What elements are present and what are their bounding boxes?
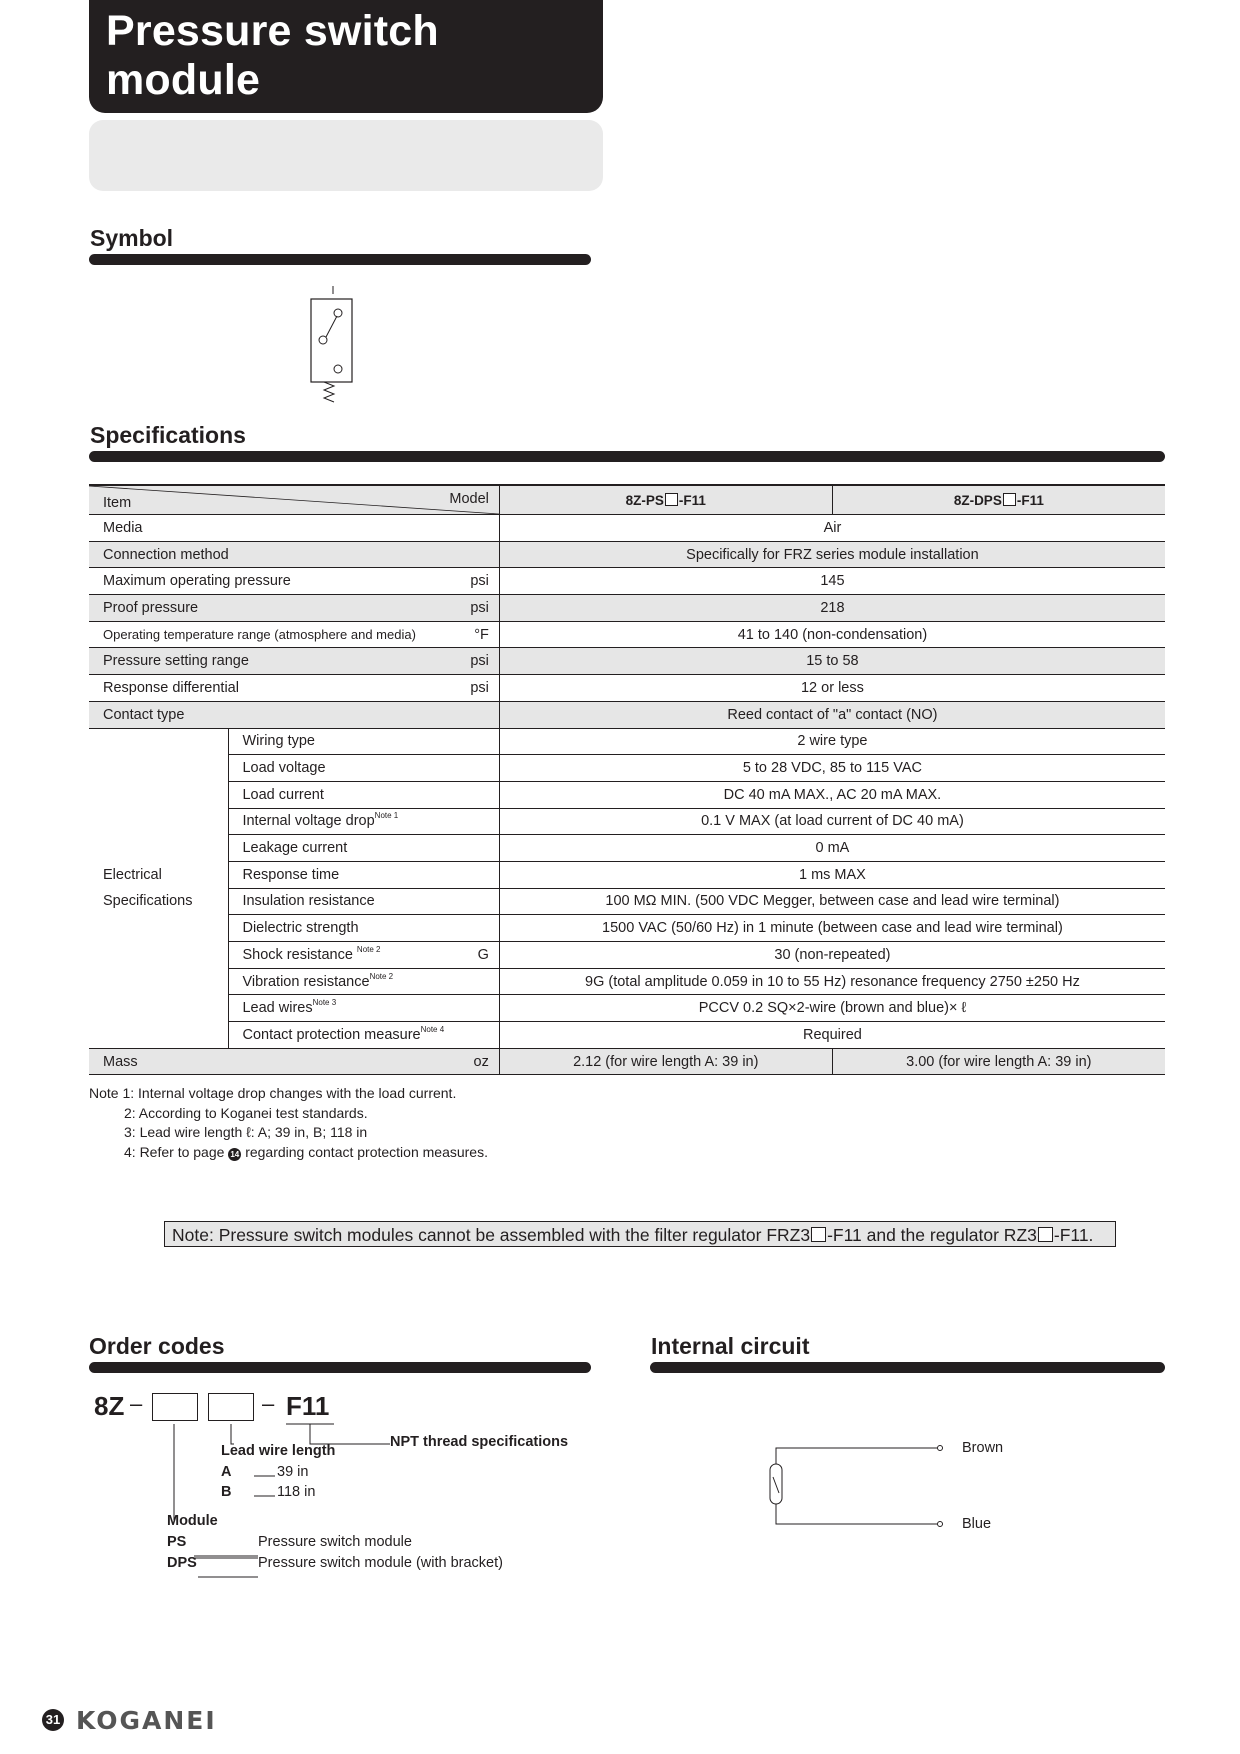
row-value: 30 (non-repeated) [499,942,1165,969]
row-value: 1500 VAC (50/60 Hz) in 1 minute (between case and lead wire terminal) [499,915,1165,942]
row-unit [459,781,499,808]
row-unit [459,835,499,862]
row-label: Wiring type [229,728,459,755]
module-option-code: PS [167,1534,187,1550]
row-value: PCCV 0.2 SQ×2-wire (brown and blue)× ℓ [499,995,1165,1022]
symbol-heading: Symbol [90,225,174,251]
row-unit: psi [459,595,499,622]
wire-blue-label: Blue [962,1516,992,1532]
row-label: Contact protection measure$^{Note 4}$ [229,1022,459,1049]
row-value: 218 [499,595,1165,622]
row-value: DC 40 mA MAX., AC 20 mA MAX. [499,781,1165,808]
module-option-code: DPS [167,1555,197,1571]
wire-brown-label: Brown [962,1440,1004,1456]
row-value: 41 to 140 (non-condensation) [499,621,1165,648]
order-code-prefix: 8Z [94,1391,125,1421]
row-value-b: 3.00 (for wire length A: 39 in) [832,1048,1165,1075]
table-row [89,568,1165,595]
row-label: Load current [229,781,459,808]
table-row [89,888,1165,915]
row-unit [459,1022,499,1049]
model-header-label: Model [449,491,489,507]
table-row [89,541,1165,568]
code-placeholder-square [1038,1227,1053,1242]
internal-circuit-heading-bar [650,1362,1165,1373]
table-row [89,781,1165,808]
footnote-ref: Note 2 [356,944,381,954]
table-header-row [89,485,1165,515]
row-value: Specifically for FRZ series module installation [499,541,1165,568]
table-row [89,595,1165,622]
footnote: Note 1: Internal voltage drop changes with the load current. [89,1085,457,1101]
footnote: 3: Lead wire length ℓ: A; 39 in, B; 118 in [124,1124,368,1140]
footnote-ref: Note 4 [420,1024,445,1034]
row-unit [459,995,499,1022]
code-placeholder-square [665,493,678,506]
table-row [89,728,1165,755]
row-unit [459,728,499,755]
lead-option-code: A [221,1464,232,1480]
row-label: Internal voltage drop$^{Note 1}$ [229,808,459,835]
row-unit: psi [459,648,499,675]
row-unit: psi [459,568,499,595]
row-value: Reed contact of "a" contact (NO) [499,701,1165,728]
footnote-ref: Note 1 [374,811,399,821]
row-label: Mass [89,1048,459,1075]
assembly-notice: Note: Pressure switch modules cannot be assembled with the filter regulator FRZ3 -F11 and the regulator RZ3 -F11. [164,1221,1116,1247]
specifications-heading: Specifications [90,422,246,448]
lead-length-code-box [208,1393,254,1421]
row-value: 1 ms MAX [499,861,1165,888]
row-value-a: 2.12 (for wire length A: 39 in) [499,1048,832,1075]
npt-thread-label: NPT thread specifications [390,1434,569,1450]
table-row [89,968,1165,995]
row-unit [459,755,499,782]
row-unit [459,701,499,728]
row-value: Required [499,1022,1165,1049]
page-ref-badge: 14 [228,1148,241,1161]
table-row [89,995,1165,1022]
specifications-table [89,484,1165,1075]
model-a-header: 8Z-PS -F11 [499,485,832,515]
table-row [89,835,1165,862]
model-b-header: 8Z-DPS -F11 [832,485,1165,515]
lead-wire-length-label: Lead wire length [221,1443,336,1459]
page-title: Pressure switch module [106,7,439,104]
row-value: 145 [499,568,1165,595]
row-label: Lead wires$^{Note 3}$ [229,995,459,1022]
row-label: Connection method [89,541,459,568]
electrical-group-label: Electrical Specifications [89,728,229,1048]
table-row [89,808,1165,835]
row-label: Contact type [89,701,459,728]
pressure-switch-symbol [300,282,360,407]
row-value: Air [499,515,1165,542]
row-label: Dielectric strength [229,915,459,942]
table-row [89,755,1165,782]
table-row [89,648,1165,675]
footnotes [89,1084,488,1162]
specifications-heading-bar [89,451,1165,462]
row-unit [459,541,499,568]
table-row [89,701,1165,728]
lead-option-text: 39 in [277,1464,309,1480]
row-label: Load voltage [229,755,459,782]
footnote: 4: Refer to page 14 regarding contact protection measures. [124,1143,488,1160]
order-code-dash: – [130,1391,143,1416]
row-unit: °F [459,621,499,648]
row-unit [459,861,499,888]
table-row [89,1022,1165,1049]
module-option-text: Pressure switch module [258,1534,412,1550]
symbol-heading-bar [89,254,591,265]
footnote-ref: Note 3 [312,998,337,1008]
table-row [89,861,1165,888]
order-codes-heading-bar [89,1362,591,1373]
row-label: Insulation resistance [229,888,459,915]
item-header-label: Item [103,495,132,511]
internal-circuit-diagram [760,1440,960,1540]
lead-option-text: 118 in [277,1484,316,1500]
table-row [89,1048,1165,1075]
row-unit [459,968,499,995]
footnote: 2: According to Koganei test standards. [124,1104,368,1121]
table-row [89,515,1165,542]
row-unit [459,808,499,835]
row-value: 100 MΩ MIN. (500 VDC Megger, between case and lead wire terminal) [499,888,1165,915]
row-value: 15 to 58 [499,648,1165,675]
row-label: Maximum operating pressure [89,568,459,595]
code-placeholder-square [811,1227,826,1242]
footnote-ref: Note 2 [369,971,394,981]
row-label: Response differential [89,675,459,702]
internal-circuit-heading: Internal circuit [651,1333,810,1359]
row-value: 9G (total amplitude 0.059 in 10 to 55 Hz) resonance frequency 2750 ±250 Hz [499,968,1165,995]
row-unit: G [459,942,499,969]
row-unit: psi [459,675,499,702]
order-codes-heading: Order codes [89,1333,225,1359]
row-label: Operating temperature range (atmosphere and media) [89,621,459,648]
module-label: Module [167,1513,218,1529]
title-banner [89,0,603,113]
row-label: Media [89,515,459,542]
row-value: 0 mA [499,835,1165,862]
table-row [89,675,1165,702]
module-option-lines [194,1552,264,1582]
row-label: Proof pressure [89,595,459,622]
item-model-header [89,485,499,515]
row-value: 2 wire type [499,728,1165,755]
brand-logo: KOGANEI [76,1706,217,1735]
row-value: 0.1 V MAX (at load current of DC 40 mA) [499,808,1165,835]
row-label: Shock resistance $^{Note 2}$ [229,942,459,969]
order-code-suffix: F11 [286,1391,330,1421]
header-diagonal [89,486,499,514]
page-number-badge: 31 [42,1709,64,1731]
order-code-dash: – [262,1391,275,1416]
row-unit: oz [459,1048,499,1075]
lead-option-code: B [221,1484,232,1500]
code-placeholder-square [1003,493,1016,506]
module-code-box [152,1393,198,1421]
table-row [89,915,1165,942]
row-label: Leakage current [229,835,459,862]
row-label: Response time [229,861,459,888]
row-label: Pressure setting range [89,648,459,675]
row-unit [459,915,499,942]
row-value: 5 to 28 VDC, 85 to 115 VAC [499,755,1165,782]
row-unit [459,515,499,542]
table-row [89,621,1165,648]
module-option-text: Pressure switch module (with bracket) [258,1555,503,1571]
row-value: 12 or less [499,675,1165,702]
row-unit [459,888,499,915]
row-label: Vibration resistance$^{Note 2}$ [229,968,459,995]
table-row [89,942,1165,969]
subtitle-box [89,120,603,191]
